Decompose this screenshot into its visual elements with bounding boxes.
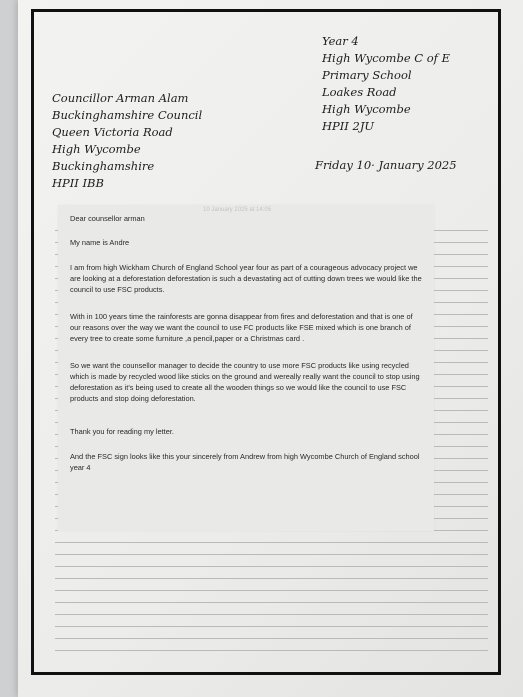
ruled-line [55,626,488,627]
intro-line: My name is Andre [70,238,130,247]
ruled-line [55,602,488,603]
recipient-address-line: HPII IBB [52,176,104,190]
ruled-line [55,542,488,543]
school-address-line: Loakes Road [322,85,397,99]
recipient-address-line: Queen Victoria Road [52,125,173,139]
school-address-line: High Wycombe [322,102,411,116]
school-address [322,33,450,135]
paragraph-1: I am from high Wickham Church of England School year four as part of a courageous advocacy project we are looking at a deforestation deforestation is such a devastating act of cutting down trees we would like the council to use FSC products. [70,263,422,294]
school-address-line: Primary School [322,68,412,82]
recipient-address [52,90,202,192]
thanks-line: Thank you for reading my letter. [70,427,174,436]
recipient-address-line: Buckinghamshire [52,159,155,173]
letter-date: Friday 10· January 2025 [315,158,457,172]
ruled-line [55,566,488,567]
paragraph-3: So we want the counsellor manager to decide the country to use more FSC products like using recycled which is made by recycled wood like sticks on the ground and wereally really want the council to stop using deforestation as it's being used to create all the wooden things so we would like the council to use FSC products and stop doing deforestation. [70,361,420,403]
salutation: Dear counsellor arman [70,214,145,223]
recipient-address-line: Buckinghamshire Council [52,108,203,122]
recipient-address-line: Councillor Arman Alam [52,91,189,105]
school-address-line: High Wycombe C of E [322,51,450,65]
paragraph-2: With in 100 years time the rainforests are gonna disappear from fires and deforestation and that is one of our reasons over the way we want the council to use FC products like FSE mixed which is one branch of every tree to create some furniture ,a pencil,paper or a Christmas card . [70,312,413,343]
ruled-line [55,554,488,555]
faint-print-header: 10 January 2025 at 14:05 [203,207,272,213]
school-address-line: HPII 2JU [322,119,375,133]
printed-letter [58,205,434,531]
ruled-line [55,650,488,651]
recipient-address-line: High Wycombe [52,142,141,156]
ruled-line [55,578,488,579]
ruled-line [55,590,488,591]
ruled-line [55,614,488,615]
closing-line: And the FSC sign looks like this your sincerely from Andrew from high Wycombe Church of England school year 4 [70,452,420,472]
ruled-line [55,638,488,639]
school-address-line: Year 4 [322,34,359,48]
